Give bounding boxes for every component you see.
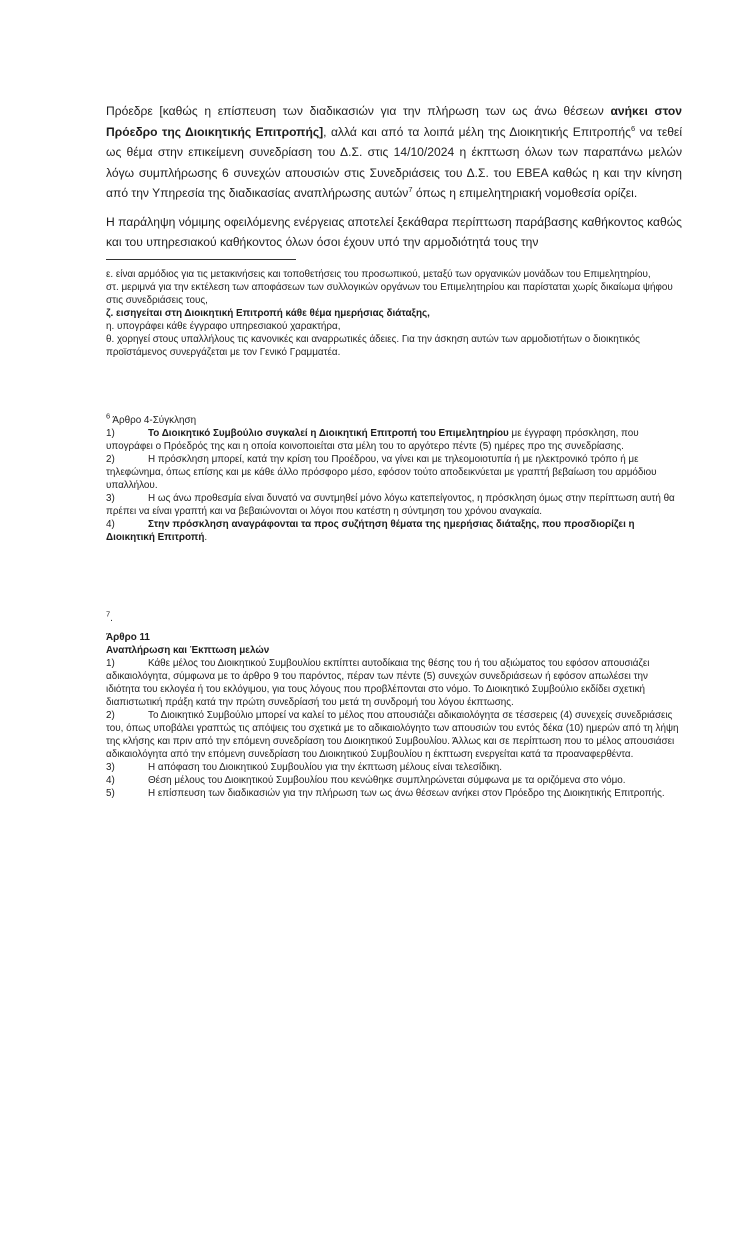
item-number: 1)	[106, 658, 115, 669]
footnote-7-item-1	[106, 657, 682, 709]
footnote-6-heading: Άρθρο 4-Σύγκληση	[110, 415, 197, 426]
footnote-6-item-1	[106, 427, 682, 453]
footnote-6-item-2	[106, 453, 682, 492]
item-text: με έγγραφη πρόσκληση, που υπογράφει ο Πρόεδρός της και η οποία κοινοποιείται στα μέλη του το αργότερο πέντε (5) ημέρες προ της συνεδρίασης.	[106, 428, 639, 452]
footnote-ref-6[interactable]: 6	[630, 123, 636, 133]
paragraph-1-text-c: να τεθεί ως θέμα στην επικείμενη συνεδρίαση του Δ.Σ. στις 14/10/2024 η έκπτωση όλων των παραπάνω μελών λόγω συμπλήρωσης 6 συνεχών απουσιών στις Συνεδριάσεις του Δ.Σ. του ΕΒΕΑ καθώς η και την κίνηση από την Υπηρεσία της διαδικασίας αναπλήρωσης αυτών	[106, 124, 683, 200]
item-text: Η ως άνω προθεσμία είναι δυνατό να συντμηθεί μόνο λόγω κατεπείγοντος, η πρόσκληση όμως στην περίπτωση αυτή θα πρέπει να είναι γραπτή και να βεβαιώνονται οι λόγοι που κατέστη η σύντμηση του χρόνου αναγκαία.	[106, 493, 675, 517]
footnote-7-item-4	[106, 774, 682, 787]
item-number: 2)	[106, 454, 115, 465]
footnote-6-marker: 6	[106, 411, 111, 421]
footnote-7-title: Άρθρο 11	[106, 632, 150, 643]
footnote-line-z: ζ. εισηγείται στη Διοικητική Επιτροπή κάθε θέμα ημερήσιας διάταξης,	[106, 308, 430, 319]
item-number: 3)	[106, 762, 115, 773]
paragraph-1-bold: ανήκει στον Πρόεδρο της Διοικητικής Επιτροπής]	[106, 104, 683, 139]
paragraph-2: Η παράληψη νόμιμης οφειλόμενης ενέργειας αποτελεί ξεκάθαρα περίπτωση παράβασης καθήκοντος καθώς και του υπηρεσιακού καθήκοντος όλων όσοι έχουν υπό την αρμοδιότητά τους την	[106, 214, 682, 249]
item-number: 1)	[106, 428, 115, 439]
item-text: Θέση μέλους του Διοικητικού Συμβουλίου που κενώθηκε συμπληρώνεται σύμφωνα με τα οριζόμενα στο νόμο.	[148, 775, 626, 786]
footnote-7-item-2	[106, 709, 682, 761]
footnote-7-item-5	[106, 787, 682, 800]
item-bold-text: Στην πρόσκληση αναγράφονται τα προς συζήτηση θέματα της ημερήσιας διάταξης, που προσδιορίζει η Διοικητική Επιτροπή	[106, 519, 635, 543]
footnote-line-e: ε. είναι αρμόδιος για τις μετακινήσεις και τοποθετήσεις του προσωπικού, μεταξύ των οργανικών μονάδων του Επιμελητηρίου,	[106, 269, 651, 280]
footnote-7-marker: 7	[106, 609, 111, 619]
footnote-line-st: στ. μεριμνά για την εκτέλεση των αποφάσεων των συλλογικών οργάνων του Επιμελητηρίου και παρίσταται χωρίς δικαίωμα ψήφου στις συνεδριάσεις τους,	[106, 282, 673, 306]
paragraph-1-text-a: Πρόεδρε [καθώς η επίσπευση των διαδικασιών για την πλήρωση των ως άνω θέσεων	[106, 104, 611, 118]
item-number: 4)	[106, 775, 115, 786]
footnote-7-marker-tail: .	[110, 613, 113, 624]
item-text: Η απόφαση του Διοικητικού Συμβουλίου για την έκπτωση μέλους είναι τελεσίδικη.	[148, 762, 503, 773]
item-bold-text: Το Διοικητικό Συμβούλιο συγκαλεί η Διοικητική Επιτροπή του Επιμελητηρίου	[148, 428, 509, 439]
footnote-7-subtitle: Αναπλήρωση και Έκπτωση μελών	[106, 645, 270, 656]
paragraph-1	[106, 101, 682, 204]
item-text: Κάθε μέλος του Διοικητικού Συμβουλίου εκπίπτει αυτοδίκαια της θέσης του ή του αξιώματος του εφόσον απουσιάζει αδικαιολόγητα, σύμφωνα με το άρθρο 9 του παρόντος, πέραν των πέντε (5) συνεχών συνεδριάσεων ή εφόσον απωλέσει την ιδιότητα του εκλογέα ή του εκλόγιμου, για τους λόγους που προβλέπονται στο νόμο. Το Διοικητικό Συμβούλιο εκδίδει σχετική διαπιστωτική πράξη κατά την πρώτη συνεδρίασή του μετά τη συνδρομή του λόγου έκπτωσης.	[106, 658, 650, 708]
item-number: 3)	[106, 493, 115, 504]
paragraph-1-text-b: , αλλά και από τα λοιπά μέλη της Διοικητικής Επιτροπής	[323, 124, 631, 139]
footnote-6-item-4	[106, 518, 682, 544]
footnote-ref-7[interactable]: 7	[408, 184, 413, 194]
item-text: Η πρόσκληση μπορεί, κατά την κρίση του Προέδρου, να γίνει και με τηλεομοιοτυπία ή με ηλεκτρονικό τρόπο ή με τηλεφώνημα, όπως επίσης και με κάθε άλλο πρόσφορο μέσο, εφόσον τούτο αποδεικνύεται με γραπτή βεβαίωση του αρμόδιου υπαλλήλου.	[106, 454, 657, 491]
footnote-7-item-3	[106, 761, 682, 774]
main-text	[106, 101, 682, 253]
item-text: Το Διοικητικό Συμβούλιο μπορεί να καλεί το μέλος που απουσιάζει αδικαιολόγητα σε τέσσερεις (4) συνεχείς συνεδριάσεις του, όπως υποβάλει γραπτώς τις απόψεις του σχετικά με το αδικαιολόγητο των απουσιών του εντός δέκα (10) ημερών από τη λήψη της κλήσης και πριν από την επόμενη συνεδρίαση του Διοικητικού Συμβουλίου. Άλλως και σε περίπτωση που το μέλος απουσιάσει αδικαιολόγητα από την επόμενη συνεδρίαση του Διοικητικού Συμβουλίου η έκπτωση ενεργείται κατά τα προαναφερθέντα.	[106, 710, 679, 760]
footnote-6-item-3	[106, 492, 682, 518]
footnote-continuation	[106, 268, 682, 359]
footnote-7-marker-line	[106, 609, 682, 625]
item-number: 4)	[106, 519, 115, 530]
item-number: 5)	[106, 788, 115, 799]
paragraph-1-text-d: όπως η επιμελητηριακή νομοθεσία ορίζει.	[412, 186, 638, 200]
item-text: .	[204, 532, 208, 543]
footnote-line-h: η. υπογράφει κάθε έγγραφο υπηρεσιακού χαρακτήρα,	[106, 321, 341, 332]
footnote-separator	[106, 259, 296, 260]
footnote-line-th: θ. χορηγεί στους υπαλλήλους τις κανονικές και αναρρωτικές άδειες. Για την άσκηση αυτών των αρμοδιοτήτων ο διοικητικός προϊστάμενος συνεργάζεται με τον Γενικό Γραμματέα.	[106, 334, 640, 358]
item-number: 2)	[106, 710, 115, 721]
footnote-6	[106, 411, 682, 544]
item-text: Η επίσπευση των διαδικασιών για την πλήρωση των ως άνω θέσεων ανήκει στον Πρόεδρο της Διοικητικής Επιτροπής.	[148, 788, 665, 799]
footnote-6-title	[106, 411, 682, 427]
footnote-7	[106, 609, 682, 800]
